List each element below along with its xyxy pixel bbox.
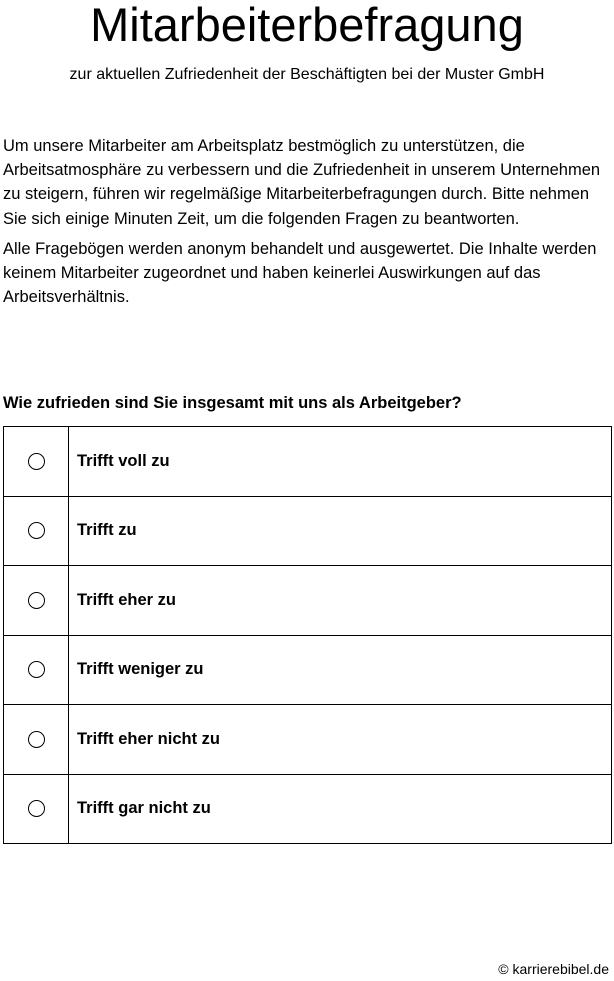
answer-option-row[interactable]: [4, 496, 612, 566]
answer-options-table: [3, 426, 612, 844]
radio-button[interactable]: [28, 522, 45, 539]
answer-option-row[interactable]: [4, 705, 612, 775]
radio-button[interactable]: [28, 592, 45, 609]
radio-cell: [4, 774, 69, 844]
radio-cell: [4, 566, 69, 636]
intro-text: [3, 134, 609, 315]
copyright-footer: © karrierebibel.de: [498, 961, 609, 977]
answer-option-label[interactable]: Trifft gar nicht zu: [69, 774, 612, 844]
radio-cell: [4, 635, 69, 705]
page-title: Mitarbeiterbefragung: [90, 0, 524, 51]
radio-button[interactable]: [28, 731, 45, 748]
question-heading: Wie zufrieden sind Sie insgesamt mit uns als Arbeitgeber?: [3, 394, 462, 412]
intro-paragraph: Um unsere Mitarbeiter am Arbeitsplatz bestmöglich zu unterstützen, die Arbeitsatmosphäre zu verbessern und die Zufriedenheit in unserem Unternehmen zu steigern, führen wir regelmäßige Mitarbeiterbefragungen durch. Bitte nehmen Sie sich einige Minuten Zeit, um die folgenden Fragen zu beantworten.: [3, 137, 601, 228]
radio-button[interactable]: [28, 800, 45, 817]
answer-option-label[interactable]: Trifft weniger zu: [69, 635, 612, 705]
radio-cell: [4, 427, 69, 497]
answer-option-row[interactable]: [4, 427, 612, 497]
answer-option-row[interactable]: [4, 566, 612, 636]
answer-option-row[interactable]: [4, 774, 612, 844]
answer-option-label[interactable]: Trifft eher zu: [69, 566, 612, 636]
answer-option-row[interactable]: [4, 635, 612, 705]
page-subtitle: zur aktuellen Zufriedenheit der Beschäftigten bei der Muster GmbH: [69, 66, 545, 83]
radio-cell: [4, 496, 69, 566]
radio-button[interactable]: [28, 661, 45, 678]
answer-option-label[interactable]: Trifft zu: [69, 496, 612, 566]
radio-button[interactable]: [28, 453, 45, 470]
answer-option-label[interactable]: Trifft eher nicht zu: [69, 705, 612, 775]
intro-paragraph: Alle Fragebögen werden anonym behandelt und ausgewertet. Die Inhalte werden keinem Mitarbeiter zugeordnet und haben keinerlei Auswirkungen auf das Arbeitsverhältnis.: [3, 239, 597, 307]
radio-cell: [4, 705, 69, 775]
answer-option-label[interactable]: Trifft voll zu: [69, 427, 612, 497]
